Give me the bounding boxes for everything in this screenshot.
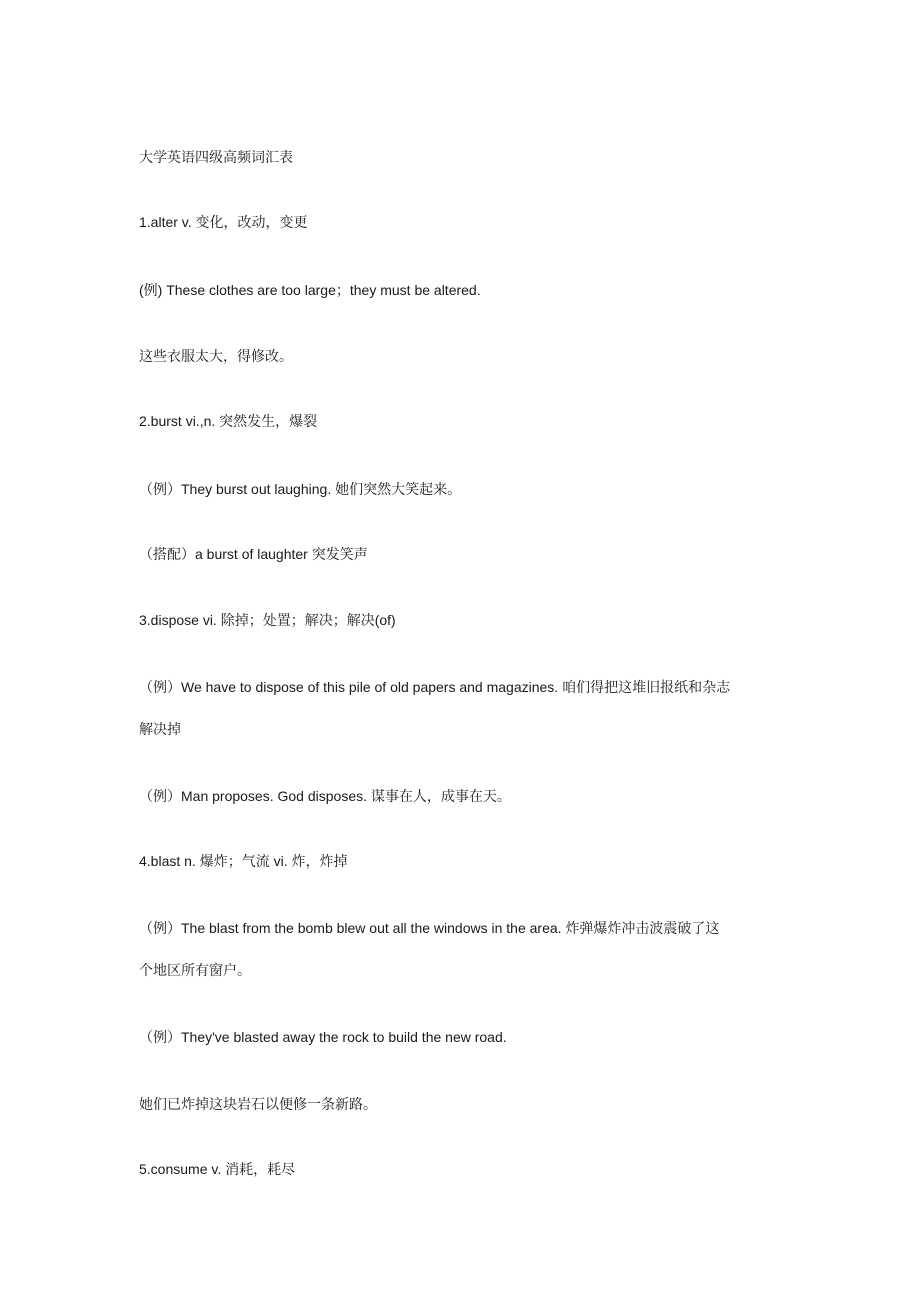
entry-4-translation: 她们已炸掉这块岩石以便修一条新路。 <box>139 1096 377 1112</box>
entry-4-example-1-continued: 个地区所有窗户。 <box>139 962 251 978</box>
entry-1-example: (例) These clothes are too large；they must be altered. <box>139 282 481 298</box>
entry-1-headword: 1.alter v. 变化，改动，变更 <box>139 214 308 230</box>
entry-3-example-1-continued: 解决掉 <box>139 721 181 737</box>
entry-2-example: （例）They burst out laughing. 她们突然大笑起来。 <box>139 481 462 497</box>
entry-3-example-2: （例）Man proposes. God disposes. 谋事在人，成事在天。 <box>139 788 511 804</box>
entry-2-headword: 2.burst vi.,n. 突然发生，爆裂 <box>139 413 318 429</box>
entry-4-example-2: （例）They've blasted away the rock to build the new road. <box>139 1029 507 1045</box>
entry-4-headword: 4.blast n. 爆炸；气流 vi. 炸，炸掉 <box>139 853 348 869</box>
entry-1-translation: 这些衣服太大，得修改。 <box>139 348 293 364</box>
entry-2-collocation: （搭配）a burst of laughter 突发笑声 <box>139 546 368 562</box>
entry-3-headword: 3.dispose vi. 除掉；处置；解决；解决(of) <box>139 612 396 628</box>
entry-5-headword: 5.consume v. 消耗，耗尽 <box>139 1161 296 1177</box>
document-title: 大学英语四级高频词汇表 <box>139 149 293 165</box>
entry-4-example-1: （例）The blast from the bomb blew out all the windows in the area. 炸弹爆炸冲击波震破了这 <box>139 920 720 936</box>
entry-3-example-1: （例）We have to dispose of this pile of old papers and magazines. 咱们得把这堆旧报纸和杂志 <box>139 679 731 695</box>
